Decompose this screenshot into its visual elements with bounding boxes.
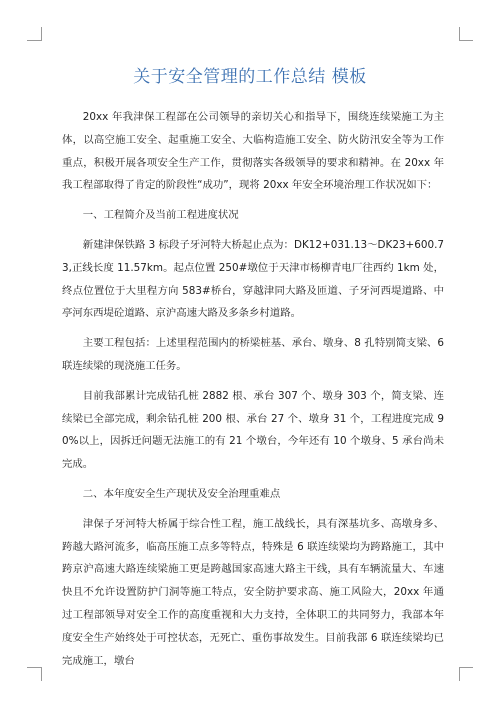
section-heading-project-overview: 一、工程简介及当前工程进度状况 (82, 209, 239, 222)
paragraph-progress: 目前我部累计完成钻孔桩 2882 根、承台 307 个、墩身 303 个，简支梁、连续梁已全部完成，剩余钻孔桩 200 根、承台 27 个、墩身 31 个，工程进度完成 90%以上，因拆迁问题无法施工的有 21 个墩台，今年还有 10 个墩身、5 承台尚未完成。 (62, 389, 444, 471)
section-heading-safety-status: 二、本年度安全生产现状及安全治理重难点 (82, 487, 281, 500)
paragraph-bridge-location: 新建津保铁路 3 标段子牙河特大桥起止点为：DK12+031.13～DK23+600.73,正线长度 11.57km。起点位置 250#墩位于天津市杨柳青电厂往西约 1km 处，终点位置位于大里程方向 583#桥台，穿越津同大路及匝道、子牙河西堤道路、中亭河东西堤砼道路、京沪高速大路及多条乡村道路。 (62, 238, 444, 320)
paragraph-main-works: 主要工程包括：上述里程范围内的桥梁桩基、承台、墩身、8 孔特别简支梁、6 联连续梁的现浇施工任务。 (62, 337, 444, 372)
crop-mark-bottom-left-h (27, 667, 41, 668)
crop-mark-bottom-left-v (41, 667, 42, 681)
document-body (62, 106, 444, 679)
crop-mark-top-left-h (27, 40, 41, 41)
crop-mark-top-right-h (459, 40, 473, 41)
paragraph-safety-details: 津保子牙河特大桥属于综合性工程，施工战线长，具有深基坑多、高墩身多、跨越大路河流多，临高压施工点多等特点，特殊是 6 联连续梁均为跨路施工，其中跨京沪高速大路连续梁施工更是跨越国家高速大路主干线，具有车辆流量大、车速快且不允许设置防护门洞等施工特点，安全防护要求高、施工风险大，20xx 年通过工程部领导对安全工作的高度重视和大力支持，全体职工的共同努力，我部本年度安全生产始终处于可控状态，无死亡、重伤事故发生。目前我部 6 联连续梁均已完成施工，墩台 (62, 517, 444, 667)
crop-mark-top-left-v (41, 27, 42, 41)
paragraph-intro: 20xx 年我津保工程部在公司领导的亲切关心和指导下，围绕连续梁施工为主体，以高空施工安全、起重施工安全、大临构造施工安全、防火防汛安全等为工作重点，积极开展各项安全生产工作，贯彻落实各级领导的要求和精神。在 20xx 年我工程部取得了肯定的阶段性“成功”，现将 20xx 年安全环境治理工作状况如下： (62, 111, 444, 192)
crop-mark-bottom-right-h (459, 667, 473, 668)
document-title: 关于安全管理的工作总结 模板 (133, 67, 367, 87)
crop-mark-bottom-right-v (459, 667, 460, 681)
crop-mark-top-right-v (459, 27, 460, 41)
